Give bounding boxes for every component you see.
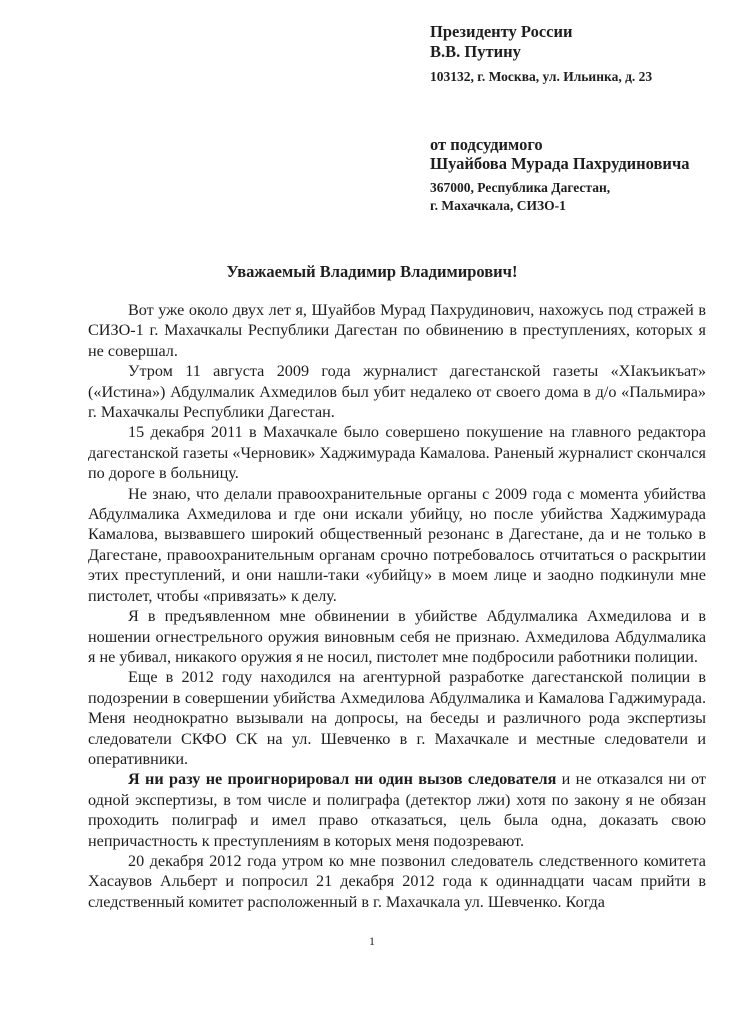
sender-name: Шуайбова Мурада Пахрудиновича (430, 154, 690, 173)
paragraph: Еще в 2012 году находился на агентурной разработке дагестанской полиции в подозрении в совершении убийства Ахмедилова Абдулмалика и Камалова Гаджимурада. Меня неоднократно вызывали на допросы, на беседы и различного рода экспертизы следователи СКФО СК на ул. Шевченко в г. Махачкале и местные следователи и оперативники. (88, 668, 706, 768)
paragraph-bold-lead: Я ни разу не проигнорировал ни один вызов следователя (128, 770, 557, 789)
sender-address-2: г. Махачкала, СИЗО-1 (430, 198, 566, 213)
salutation: Уважаемый Владимир Владимирович! (226, 262, 518, 281)
paragraph: 20 декабря 2012 года утром ко мне позвонил следователь следственного комитета Хасаувов Альберт и попросил 21 декабря 2012 года к одиннадцати часам прийти в следственный комитет расположенный в г. Махачкала ул. Шевченко. Когда (88, 851, 706, 911)
recipient-line-2: В.В. Путину (430, 42, 521, 61)
paragraph (88, 769, 706, 851)
recipient-address: 103132, г. Москва, ул. Ильинка, д. 23 (430, 69, 653, 84)
paragraph: 15 декабря 2011 в Махачкале было совершено покушение на главного редактора дагестанской газеты «Черновик» Хаджимурада Камалова. Раненый журналист скончался по дороге в больницу. (88, 423, 706, 483)
sender-line-1: от подсудимого (430, 135, 543, 154)
sender-address-1: 367000, Республика Дагестан, (430, 180, 611, 195)
paragraph-rest: и не отказался ни от одной экспертизы, в том числе и полиграфа (детектор лжи) хотя по закону я не обязан проходить полиграф и имел право отказаться, цель была одна, доказать свою непричастность к преступлениям в которых меня подозревают. (88, 770, 706, 850)
page-number: 1 (369, 934, 375, 948)
recipient-line-1: Президенту России (430, 22, 573, 41)
paragraph: Вот уже около двух лет я, Шуайбов Мурад Пахрудинович, нахожусь под стражей в СИЗО-1 г. Махачкалы Республики Дагестан по обвинению в преступлениях, которых я не совершал. (88, 301, 706, 360)
letter-body (88, 300, 706, 912)
paragraph: Утром 11 августа 2009 года журналист дагестанской газеты «ХIакъикъат» («Истина») Абдулмалик Ахмедилов был убит недалеко от своего дома в д/о «Пальмира» г. Махачкалы Республики Дагестан. (88, 362, 706, 422)
paragraph: Я в предъявленном мне обвинении в убийстве Абдулмалика Ахмедилова и в ношении огнестрельного оружия виновным себя не признаю. Ахмедилова Абдулмалика я не убивал, никакого оружия я не носил, пистолет мне подбросили работники полиции. (88, 607, 706, 666)
paragraph: Не знаю, что делали правоохранительные органы с 2009 года с момента убийства Абдулмалика Ахмедилова и где они искали убийцу, но после убийства Хаджимурада Камалова, вызвавшего широкий общественный резонанс в Дагестане, да и не только в Дагестане, правоохранительным органам срочно потребовалось отчитаться о раскрытии этих преступлений, и они нашли-таки «убийцу» в моем лице и заодно подкинули мне пистолет, чтобы «привязать» к делу. (88, 484, 706, 605)
